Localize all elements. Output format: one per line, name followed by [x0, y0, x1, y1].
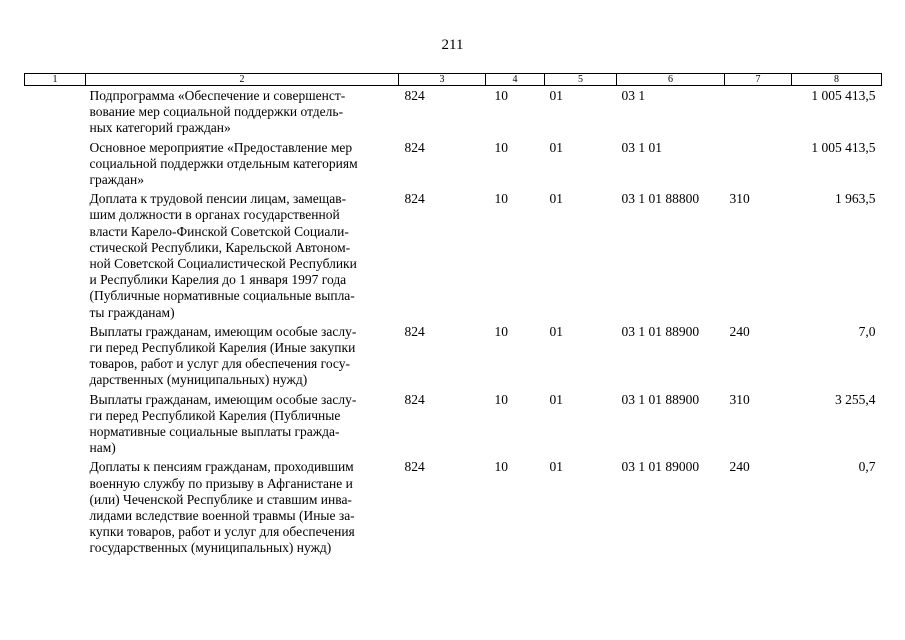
section-cell: 10	[494, 459, 508, 475]
target-article-cell: 03 1 01 89000	[621, 459, 700, 475]
description-cell: Доплаты к пенсиям гражданам, проходившим военную службу по призыву в Афганистане и (или) Чеченской Республике и ставшим инва- лидами вследствие военной травмы (Иные за- купки товаров, работ и услуг для обеспечения государственных (муниципальных) нужд)	[89, 459, 355, 556]
row-number-cell	[25, 86, 86, 138]
amount-cell: 1 963,5	[835, 191, 876, 207]
expense-type-cell	[725, 138, 792, 190]
target-article-cell: 03 1	[621, 88, 646, 103]
header-col-3: 3	[399, 74, 486, 86]
program-code-cell: 824	[404, 88, 425, 103]
header-col-4: 4	[486, 74, 545, 86]
table-row	[25, 86, 882, 138]
expense-type-cell: 310	[729, 391, 750, 407]
row-number-cell	[25, 138, 86, 190]
row-number-cell	[25, 322, 86, 390]
header-row	[25, 74, 882, 86]
page-number: 211	[441, 37, 464, 53]
description-cell: Подпрограмма «Обеспечение и совершенст- вование мер социальной поддержки отдель- ных категорий граждан»	[89, 88, 346, 136]
subsection-cell: 01	[549, 459, 563, 475]
program-code-cell: 824	[404, 191, 425, 207]
expense-type-cell: 240	[729, 459, 750, 475]
description-cell: Выплаты гражданам, имеющим особые заслу- ги перед Республикой Карелия (Публичные нормативные социальные выплаты гражда- нам)	[89, 391, 357, 456]
section-cell: 10	[494, 191, 508, 207]
expense-type-cell: 310	[729, 191, 750, 207]
header-col-2: 2	[86, 74, 399, 86]
amount-cell: 7,0	[858, 323, 876, 339]
table-body	[25, 86, 882, 558]
row-number-cell	[25, 189, 86, 322]
table-row	[25, 138, 882, 190]
description-cell: Доплата к трудовой пенсии лицам, замещав- шим должности в органах государственной власти Карело-Финской Советской Социали- стической Республики, Карельской Автоном- ной Советской Социалистической Республики и Республики Карелия до 1 января 1997 года (Публичные нормативные социальные выпла- ты гражданам)	[89, 191, 357, 320]
header-col-1: 1	[25, 74, 86, 86]
row-number-cell	[25, 390, 86, 458]
subsection-cell: 01	[549, 88, 563, 103]
amount-cell: 1 005 413,5	[811, 139, 876, 155]
section-cell: 10	[494, 391, 508, 407]
row-number-cell	[25, 457, 86, 557]
table-row	[25, 322, 882, 390]
table-row	[25, 390, 882, 458]
description-cell: Выплаты гражданам, имеющим особые заслу- ги перед Республикой Карелия (Иные закупки товаров, работ и услуг для обеспечения госу- дарственных (муниципальных) нужд)	[89, 323, 357, 388]
target-article-cell: 03 1 01 88800	[621, 191, 700, 207]
section-cell: 10	[494, 88, 508, 103]
table-row	[25, 457, 882, 557]
program-code-cell: 824	[404, 459, 425, 475]
subsection-cell: 01	[549, 391, 563, 407]
header-col-5: 5	[545, 74, 617, 86]
expense-type-cell	[725, 86, 792, 138]
program-code-cell: 824	[404, 391, 425, 407]
header-col-8: 8	[792, 74, 882, 86]
table-header	[25, 74, 882, 86]
description-cell: Основное мероприятие «Предоставление мер социальной поддержки отдельным категориям граждан»	[89, 139, 358, 188]
section-cell: 10	[494, 323, 508, 339]
amount-cell: 3 255,4	[835, 391, 876, 407]
budget-table	[24, 73, 882, 558]
target-article-cell: 03 1 01 88900	[621, 323, 700, 339]
subsection-cell: 01	[549, 323, 563, 339]
expense-type-cell: 240	[729, 323, 750, 339]
header-col-6: 6	[617, 74, 725, 86]
program-code-cell: 824	[404, 139, 425, 155]
amount-cell: 1 005 413,5	[811, 88, 876, 103]
section-cell: 10	[494, 139, 508, 155]
header-col-7: 7	[725, 74, 792, 86]
program-code-cell: 824	[404, 323, 425, 339]
table-row	[25, 189, 882, 322]
amount-cell: 0,7	[858, 459, 876, 475]
target-article-cell: 03 1 01	[621, 139, 662, 155]
subsection-cell: 01	[549, 191, 563, 207]
subsection-cell: 01	[549, 139, 563, 155]
target-article-cell: 03 1 01 88900	[621, 391, 700, 407]
